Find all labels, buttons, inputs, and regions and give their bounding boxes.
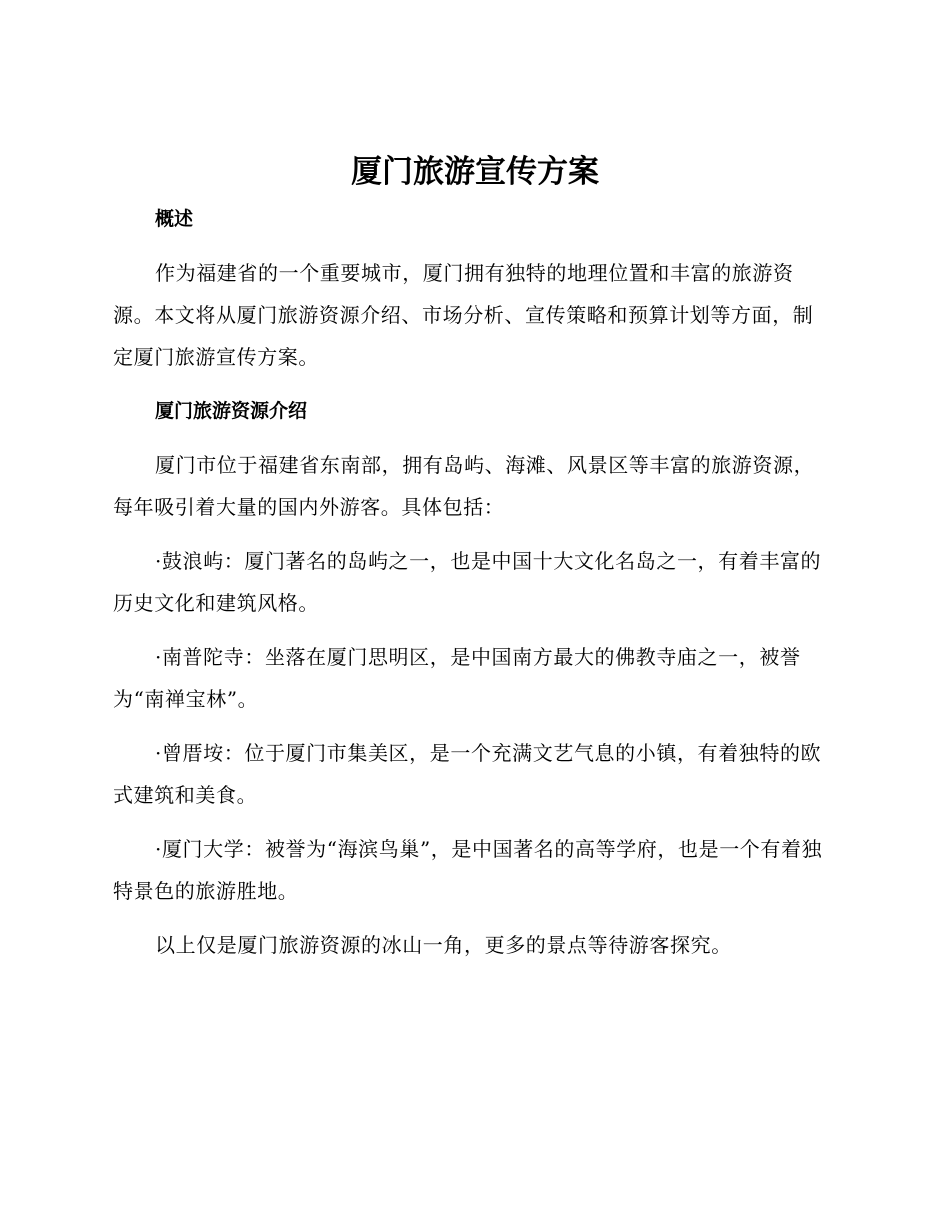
resource-item-nanputuo: ·南普陀寺：坐落在厦门思明区，是中国南方最大的佛教寺庙之一，被誉为“南禅宝林”。	[113, 645, 801, 711]
resource-item-zengcuoan: ·曾厝垵：位于厦门市集美区，是一个充满文艺气息的小镇，有着独特的欧式建筑和美食。	[113, 741, 822, 807]
resources-closing-paragraph: 以上仅是厦门旅游资源的冰山一角，更多的景点等待游客探究。	[155, 933, 732, 957]
resource-item-gulangyu: ·鼓浪屿：厦门著名的岛屿之一，也是中国十大文化名岛之一，有着丰富的历史文化和建筑风格。	[113, 549, 822, 615]
section-heading-overview: 概述	[155, 208, 194, 230]
document-body	[113, 198, 825, 978]
resources-intro-paragraph: 厦门市位于福建省东南部，拥有岛屿、海滩、风景区等丰富的旅游资源，每年吸引着大量的国内外游客。具体包括：	[113, 453, 815, 519]
resource-item-xiamen-university: ·厦门大学：被誉为“海滨鸟巢”，是中国著名的高等学府，也是一个有着独特景色的旅游胜地。	[113, 837, 823, 903]
overview-paragraph: 作为福建省的一个重要城市，厦门拥有独特的地理位置和丰富的旅游资源。本文将从厦门旅游资源介绍、市场分析、宣传策略和预算计划等方面，制定厦门旅游宣传方案。	[113, 261, 814, 369]
section-heading-resources: 厦门旅游资源介绍	[155, 400, 308, 422]
document-title: 厦门旅游宣传方案	[351, 154, 599, 190]
